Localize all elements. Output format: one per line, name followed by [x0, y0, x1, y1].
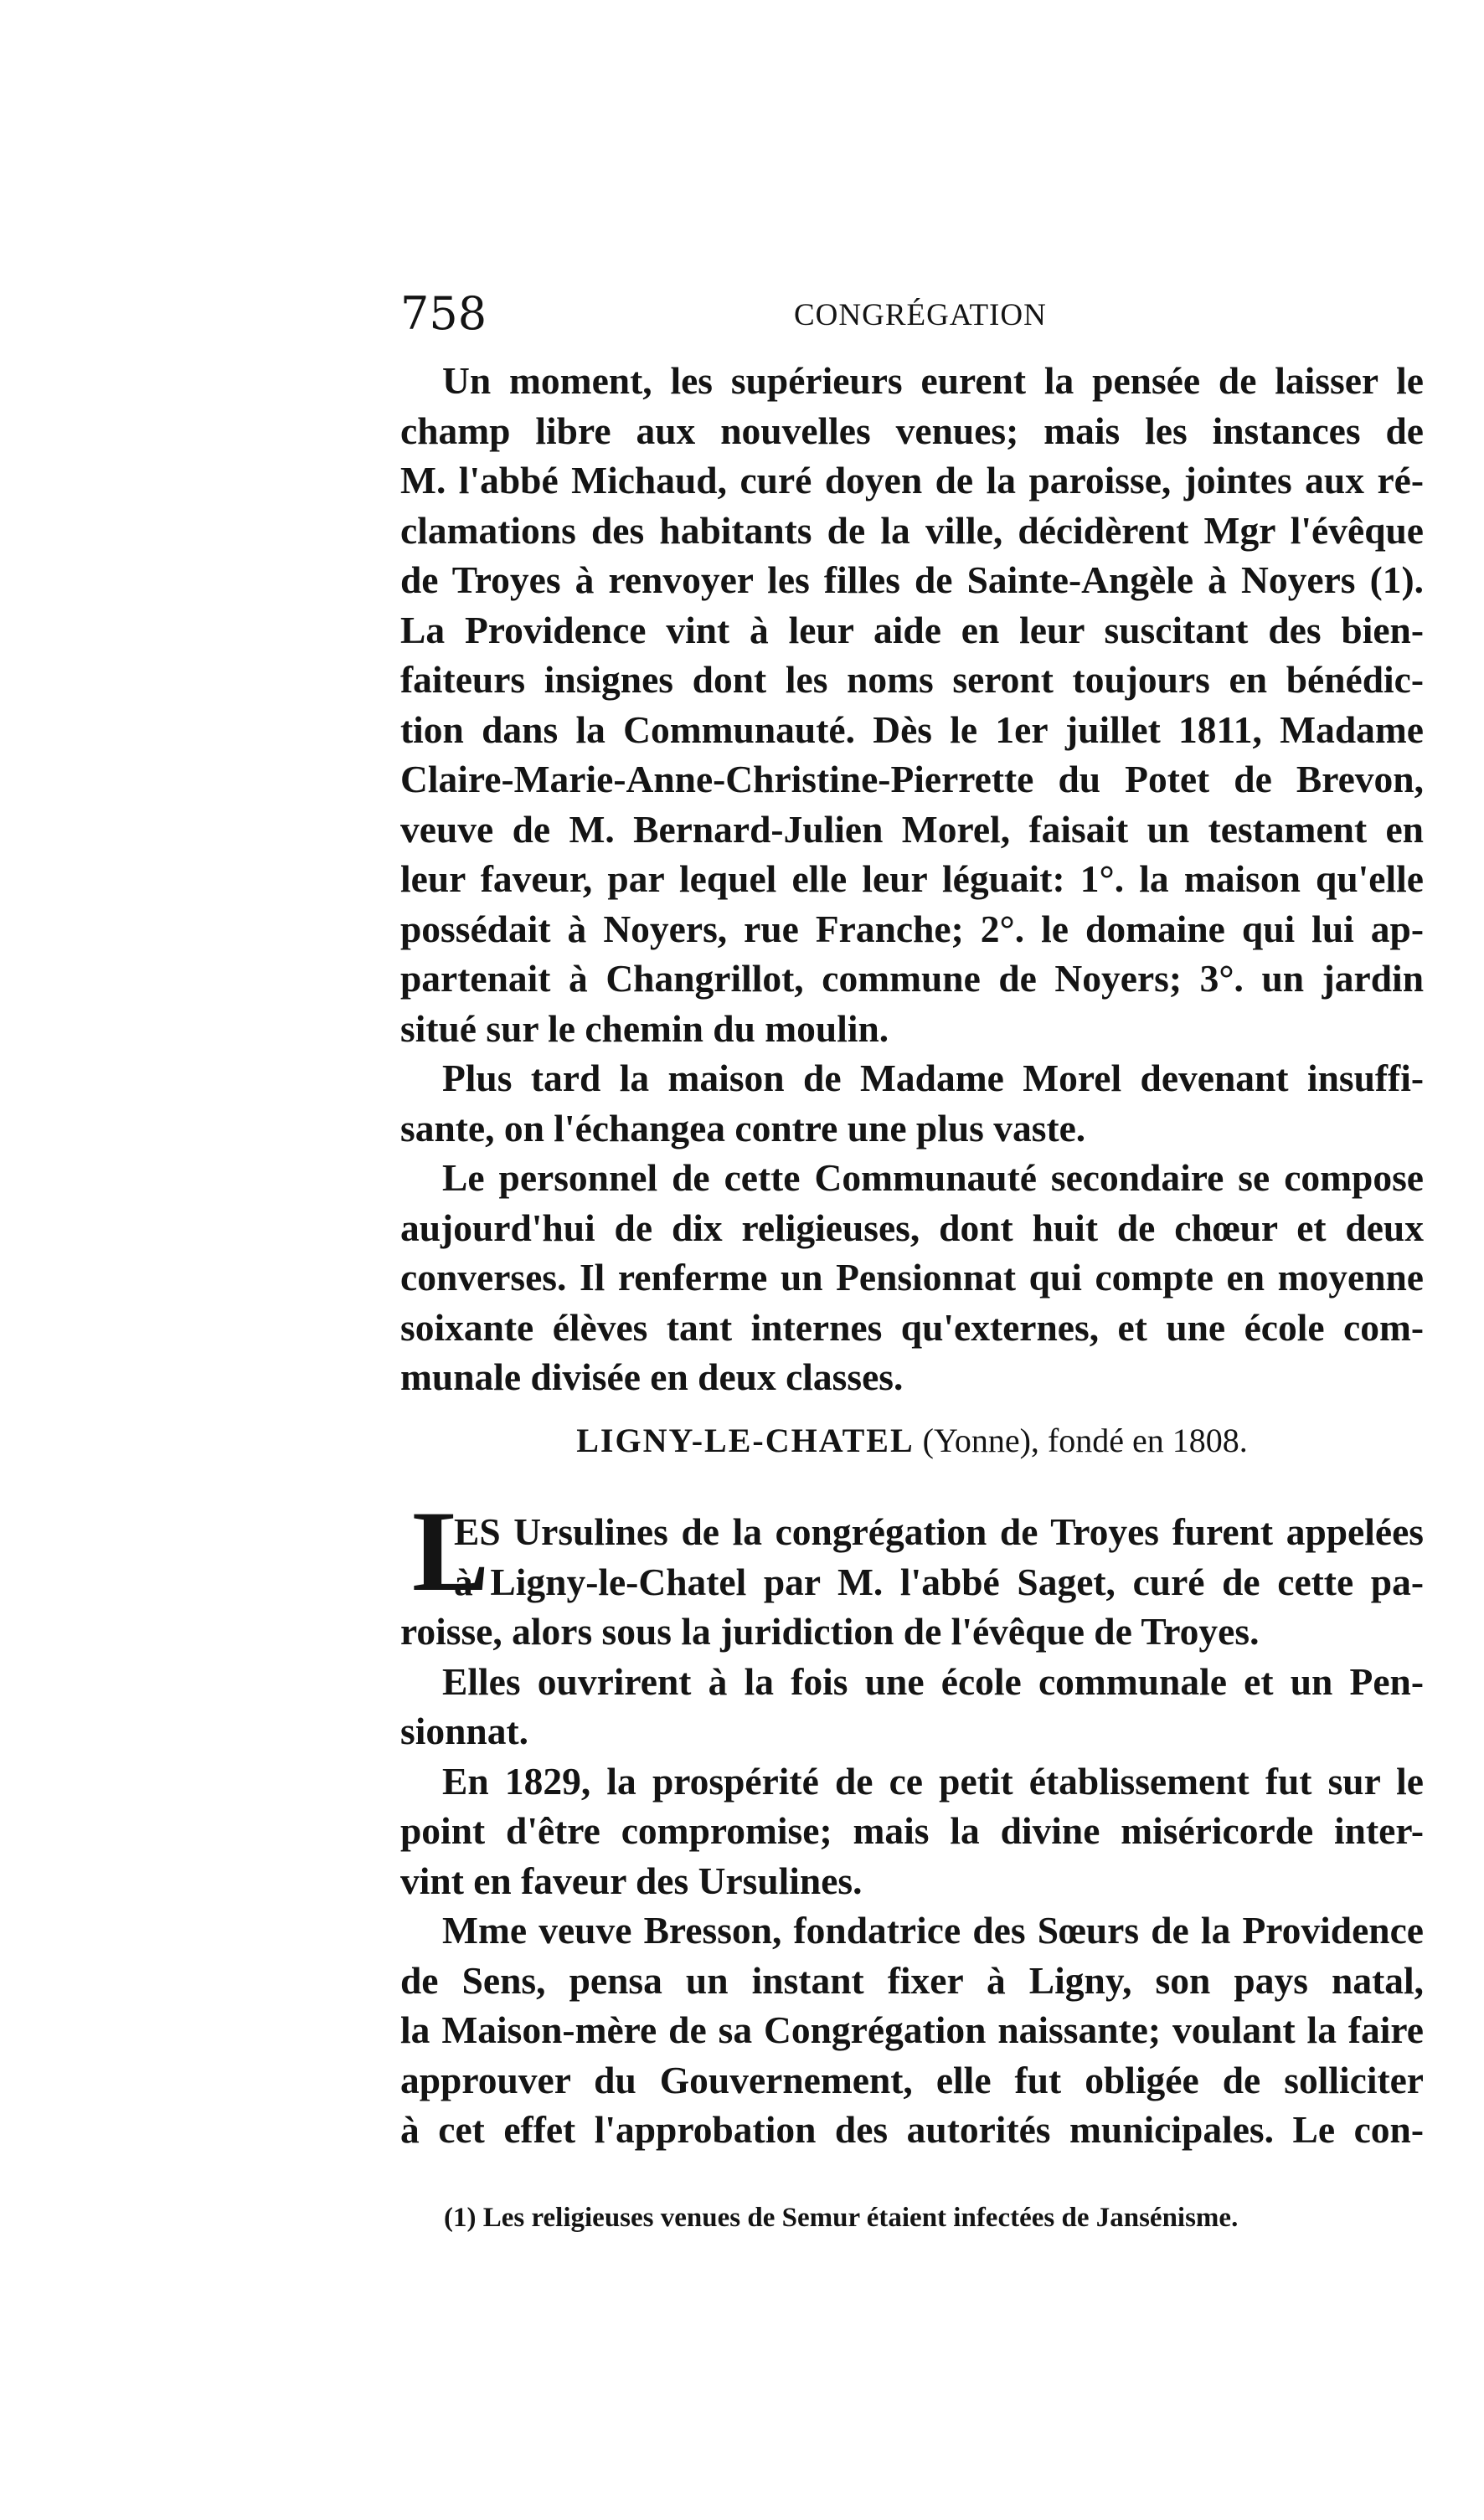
section1-body [400, 356, 1424, 1402]
text-line: roisse, alors sous la juridiction de l'évêque de Troyes. [400, 1610, 1260, 1653]
section2-body [400, 1507, 1424, 2155]
heading-region: (Yonne), [922, 1422, 1039, 1459]
text-line: Un moment, les supérieurs eurent la pensée de laisser le [442, 359, 1424, 402]
text-line: munale divisée en deux classes. [400, 1355, 904, 1398]
text-line: ES Ursulines de la congrégation de Troyes furent appelées [454, 1510, 1424, 1553]
text-line: de Troyes à renvoyer les filles de Sainte-Angèle à Noyers (1). [400, 558, 1424, 601]
text-line: soixante élèves tant internes qu'externes, et une école com- [400, 1305, 1424, 1349]
text-line: partenait à Changrillot, commune de Noyers; 3°. un jardin [400, 957, 1424, 1000]
text-line: Elles ouvrirent à la fois une école communale et un Pen- [442, 1659, 1424, 1703]
text-line: Mme veuve Bresson, fondatrice des Sœurs de la Providence [442, 1909, 1424, 1952]
text-line: approuver du Gouvernement, elle fut obligée de solliciter [400, 2058, 1424, 2101]
running-head [400, 285, 1439, 343]
text-line: point d'être compromise; mais la divine miséricorde inter- [400, 1809, 1424, 1852]
text-line: leur faveur, par lequel elle leur léguait: 1°. la maison qu'elle [400, 857, 1424, 900]
text-line: de Sens, pensa un instant fixer à Ligny, son pays natal, [400, 1958, 1424, 2002]
text-line: situé sur le chemin du moulin. [400, 1006, 889, 1050]
drop-cap: L [412, 1487, 490, 1615]
text-line: veuve de M. Bernard-Julien Morel, faisait un testament en [400, 807, 1424, 851]
text-line: tion dans la Communauté. Dès le 1er juillet 1811, Madame [400, 707, 1424, 751]
text-line: à cet effet l'approbation des autorités municipales. Le con- [400, 2108, 1424, 2151]
footnote: (1) Les religieuses venues de Semur étaient infectées de Jansénisme. [444, 2203, 1239, 2233]
heading-place: LIGNY-LE-CHATEL [576, 1422, 915, 1459]
text-line: faiteurs insignes dont les noms seront toujours en bénédic- [400, 658, 1424, 701]
text-line: En 1829, la prospérité de ce petit établissement fut sur le [442, 1759, 1424, 1803]
text-line: vint en faveur des Ursulines. [400, 1859, 863, 1902]
running-title: CONGRÉGATION [794, 298, 1047, 332]
text-line: Le personnel de cette Communauté secondaire se compose [442, 1156, 1424, 1199]
text-line: M. l'abbé Michaud, curé doyen de la paroisse, jointes aux ré- [400, 459, 1424, 501]
text-line: converses. Il renferme un Pensionnat qui compte en moyenne [400, 1256, 1424, 1299]
section-heading [400, 1417, 1424, 1464]
text-line: champ libre aux nouvelles venues; mais les instances de [400, 409, 1424, 452]
page-number: 758 [400, 287, 487, 340]
text-line: aujourd'hui de dix religieuses, dont huit de chœur et deux [400, 1206, 1424, 1249]
text-line: La Providence vint à leur aide en leur suscitant des bien- [400, 608, 1424, 651]
heading-founded: fondé en 1808. [1047, 1422, 1248, 1459]
text-line: possédait à Noyers, rue Franche; 2°. le domaine qui lui ap- [400, 907, 1424, 950]
text-line: sante, on l'échangea contre une plus vaste. [400, 1106, 1086, 1149]
text-line: sionnat. [400, 1710, 528, 1752]
text-line: la Maison-mère de sa Congrégation naissante; voulant la faire [400, 2008, 1424, 2051]
text-line: à Ligny-le-Chatel par M. l'abbé Saget, curé de cette pa- [454, 1560, 1424, 1603]
text-line: Plus tard la maison de Madame Morel devenant insuffi- [442, 1057, 1424, 1099]
text-line: Claire-Marie-Anne-Christine-Pierrette du Potet de Brevon, [400, 758, 1424, 800]
text-line: clamations des habitants de la ville, décidèrent Mgr l'évêque [400, 508, 1424, 552]
